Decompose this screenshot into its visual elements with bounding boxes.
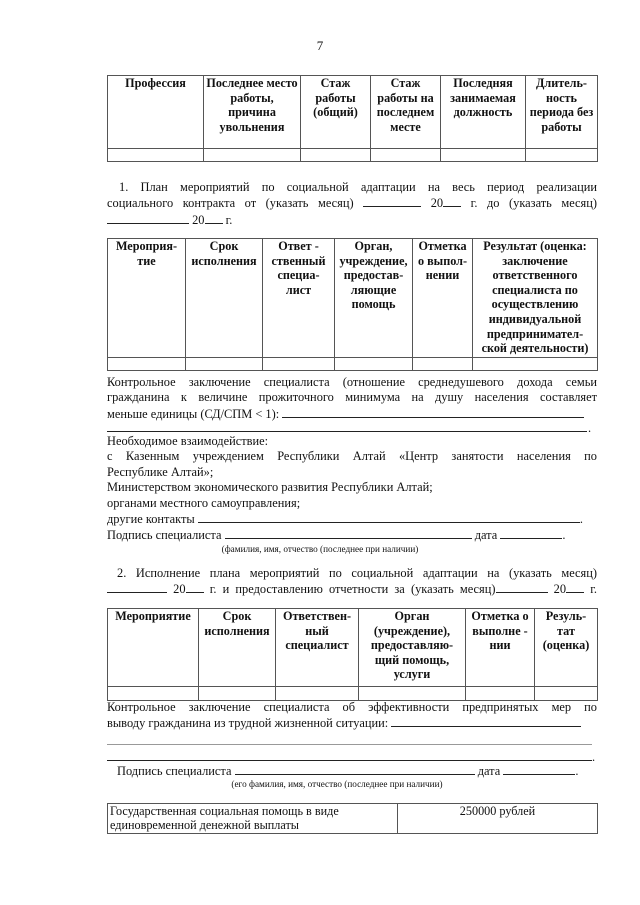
date-blank[interactable] xyxy=(500,527,562,539)
header-cell: Орган, учреждение, предостав-ляющие помощь xyxy=(335,239,413,358)
page-number: 7 xyxy=(316,38,324,53)
signature-blank[interactable] xyxy=(225,527,472,539)
text: 20 xyxy=(553,582,567,597)
signature-blank[interactable] xyxy=(235,763,475,775)
header-cell: Срок исполнения xyxy=(199,609,276,687)
text-line: 2. Исполнение плана мероприятий по социальной адаптации на (указать месяц) xyxy=(117,566,597,580)
table-row xyxy=(108,687,598,701)
blank-line[interactable] xyxy=(107,744,592,745)
section-2-text xyxy=(107,566,597,598)
header-cell: Мероприя-тие xyxy=(108,239,186,358)
empty-cell[interactable] xyxy=(108,149,204,162)
conclusion-1 xyxy=(107,375,597,422)
empty-cell[interactable] xyxy=(371,149,441,162)
text-line: 1. План мероприятий по социальной адаптации на весь период реализации xyxy=(119,180,597,194)
header-cell: Ответствен-ный специалист xyxy=(276,609,359,687)
table-row xyxy=(108,149,598,162)
text-line: Контрольное заключение специалиста об эффективности предпринятых мер по xyxy=(107,700,597,714)
empty-cell[interactable] xyxy=(263,358,335,371)
text-line: гражданина к величине прожиточного минимума на душу населения составляет xyxy=(107,390,597,405)
text: социального контракта от (указать месяц) xyxy=(107,196,354,211)
header-cell: Результат (оценка: заключение ответственного специалиста по осуществлению индивидуальной предпринимател-ской деятельности) xyxy=(473,239,598,358)
empty-cell[interactable] xyxy=(466,687,535,701)
header-cell: Последнее место работы, причина увольнения xyxy=(204,76,301,149)
header-cell: Орган (учреждение), предоставляю-щий помощь, услуги xyxy=(359,609,466,687)
text: другие контакты xyxy=(107,512,195,527)
table-header-row xyxy=(108,609,598,687)
plan-execution-table xyxy=(107,608,598,701)
header-cell: Резуль-тат (оценка) xyxy=(535,609,598,687)
date-blank[interactable] xyxy=(503,763,575,775)
year-blank[interactable] xyxy=(205,212,223,224)
text: г. до (указать месяц) xyxy=(470,196,597,211)
header-cell: Длитель-ность периода без работы xyxy=(526,76,598,149)
text: меньше единицы (СД/СПМ < 1): xyxy=(107,406,280,421)
adaptation-plan-table xyxy=(107,238,598,371)
caption: (фамилия, имя, отчество (последнее при наличии) xyxy=(221,543,419,554)
conclusion-blank[interactable] xyxy=(391,715,581,727)
empty-cell[interactable] xyxy=(108,687,199,701)
blank-line[interactable] xyxy=(107,431,587,432)
text-line: Контрольное заключение специалиста (отношение среднедушевого дохода семьи xyxy=(107,375,597,389)
month-blank[interactable] xyxy=(107,581,167,593)
header-cell: Ответ - ственный специа-лист xyxy=(263,239,335,358)
empty-cell[interactable] xyxy=(526,149,598,162)
empty-cell[interactable] xyxy=(335,358,413,371)
empty-cell[interactable] xyxy=(359,687,466,701)
text: 20 xyxy=(192,212,205,227)
year-blank[interactable] xyxy=(186,581,204,593)
period: . xyxy=(588,421,592,435)
interaction-section: Необходимое взаимодействие: с Казенным учреждением Республики Алтай «Центр занятости населения по Республике Алтай»; Министерством экономического развития Республики Алтай; органами местного самоуправления; другие контакты . Подпись специалиста дата . (фамилия, имя, отчество (последнее при наличии) xyxy=(107,434,597,554)
aid-amount: 250000 рублей xyxy=(398,804,598,834)
empty-cell[interactable] xyxy=(413,358,473,371)
section-1-text xyxy=(107,180,597,228)
conclusion-blank[interactable] xyxy=(282,406,584,418)
month-blank[interactable] xyxy=(363,195,421,207)
empty-cell[interactable] xyxy=(441,149,526,162)
text-line: Министерством экономического развития Республики Алтай; xyxy=(107,480,433,495)
conclusion-2 xyxy=(107,700,597,732)
text-line: с Казенным учреждением Республики Алтай «Центр занятости населения по xyxy=(107,449,597,464)
header-cell: Профессия xyxy=(108,76,204,149)
header-cell: Стаж работы на последнем месте xyxy=(371,76,441,149)
text: 20 xyxy=(173,582,186,597)
header-cell: Срок исполнения xyxy=(186,239,263,358)
text: г. и предоставлению отчетности за (указать месяц) xyxy=(209,582,496,597)
empty-cell[interactable] xyxy=(108,358,186,371)
text: 20 xyxy=(430,196,444,211)
year-blank[interactable] xyxy=(443,195,461,207)
text-line: Республике Алтай»; xyxy=(107,464,214,479)
header-cell: Отметка о выполне - нии xyxy=(466,609,535,687)
month-blank[interactable] xyxy=(496,581,548,593)
header-cell: Отметка о выпол-нении xyxy=(413,239,473,358)
text: г. xyxy=(590,582,597,597)
table-row xyxy=(108,804,598,834)
text: Подпись специалиста xyxy=(107,528,222,543)
text-line: Необходимое взаимодействие: xyxy=(107,434,269,448)
table-header-row xyxy=(108,239,598,358)
signature-2: Подпись специалиста дата . (его фамилия, имя, отчество (последнее при наличии) xyxy=(117,763,597,789)
table-row xyxy=(108,358,598,371)
social-aid-table xyxy=(107,803,598,834)
employment-history-table xyxy=(107,75,598,162)
header-cell: Мероприятие xyxy=(108,609,199,687)
text-line: органами местного самоуправления; xyxy=(107,495,301,510)
year-blank[interactable] xyxy=(566,581,584,593)
period: . xyxy=(592,750,596,764)
text: дата xyxy=(474,528,498,543)
month-blank[interactable] xyxy=(107,212,189,224)
empty-cell[interactable] xyxy=(186,358,263,371)
aid-label: Государственная социальная помощь в виде единовременной денежной выплаты xyxy=(108,804,398,834)
empty-cell[interactable] xyxy=(301,149,371,162)
text: выводу гражданина из трудной жизненной ситуации: xyxy=(107,716,389,731)
text: г. xyxy=(225,212,233,227)
empty-cell[interactable] xyxy=(204,149,301,162)
text: дата xyxy=(477,764,501,778)
empty-cell[interactable] xyxy=(199,687,276,701)
header-cell: Стаж работы (общий) xyxy=(301,76,371,149)
empty-cell[interactable] xyxy=(535,687,598,701)
blank-line[interactable] xyxy=(107,760,592,761)
table-header-row xyxy=(108,76,598,149)
empty-cell[interactable] xyxy=(473,358,598,371)
caption: (его фамилия, имя, отчество (последнее при наличии) xyxy=(231,779,443,790)
empty-cell[interactable] xyxy=(276,687,359,701)
text: Подпись специалиста xyxy=(117,764,232,778)
other-contacts-blank[interactable] xyxy=(198,511,580,523)
header-cell: Последняя занимаемая должность xyxy=(441,76,526,149)
